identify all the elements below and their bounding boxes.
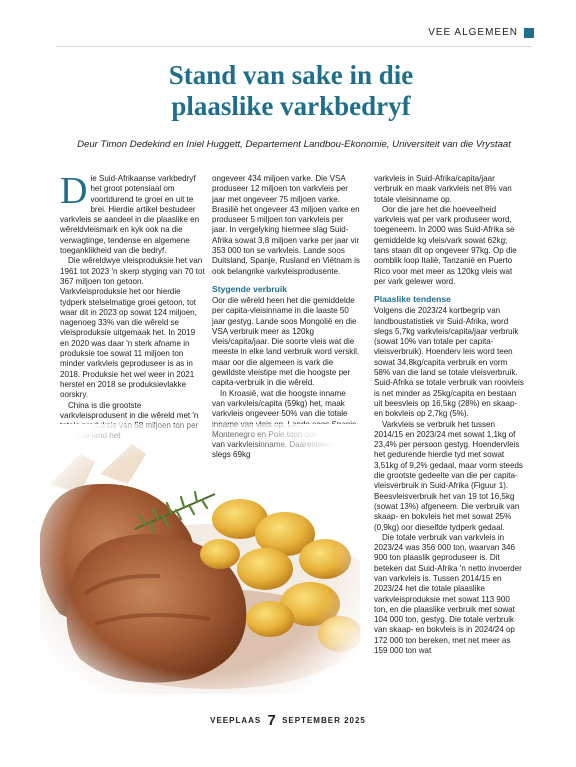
paragraph: varkvleis in Suid-Afrika/capita/jaar verbruik en maak varkvleis net 8% van totale vleisinname op. [374,174,512,204]
byline: Deur Timon Dedekind en Iniel Huggett, Departement Landbou-Ekonomie, Universiteit van die Vrystaat [77,139,511,150]
subheading-plaaslike-tendense: Plaaslike tendense [374,294,451,305]
issue-date: SEPTEMBER 2025 [282,716,366,725]
section-square-icon [524,28,534,38]
article-title [56,60,526,122]
paragraph-text: ie Suid-Afrikaanse varkbedryf het groot potensiaal om voortdurend te groei en uit te brei. Hierdie artikel bestudeer varkvleis se aandeel in die plaaslike en wêreldvleismark en kyk ook na die verwagtinge, tendense en algemene toeganklikheid van die bedryf. [60,174,200,256]
column-1 [60,170,206,442]
paragraph: Die totale verbruik van varkvleis in 2023/24 was 356 000 ton, waarvan 346 900 ton plaaslik geproduseer is. Dit beteken dat Suid-Afrika 'n netto invoerder van varkvleis is. Tussen 2014/15 en 2023/24 het die totale plaaslike varkvleisproduksie met sowat 113 900 ton, en die plaaslike verbruik met sowat 104 000 ton, gestyg. Die totale verbruik van skaap- en bokvleis is in 2024/24 op 172 000 ton bereken, met net meer as 159 000 ton wat [374,532,522,656]
drop-cap: D [60,170,88,212]
paragraph: ongeveer 434 miljoen varke. Die VSA produseer 12 miljoen ton varkvleis per jaar met ongeveer 75 miljoen varke. Brasilië het ongeveer 43 miljoen varke en produseer 5 miljoen ton varkvleis per jaar. In vergelyking hiermee slag Suid-Afrika sowat 3,8 miljoen varke per jaar vir 353 000 ton se varkvleis. Lande soos Duitsland, Spanje, Rusland en Viëtnam is ook belangrike varkvleisprodusente. [212,174,360,276]
title-line-2: plaaslike varkbedryf [171,91,411,121]
paragraph: Volgens die 2023/24 kortbegrip van landboustatistiek vir Suid-Afrika, word slegs 5,7kg varkvleis/capita/jaar verbruik (sowat 10% van totale per capita-vleisverbruik). Hoenderv leis word teen sowat 34,8kg/capita verbruik en vorm 58% van die land se totale vleisverbruik. Suid-Afrika se totale verbruik van rooivleis is net minder as 25kg/capita en bestaan uit beesvleis op 16,5kg (28%) en skaap- en bokvleis op 2,7kg (5%). [374,306,524,419]
section-name: VEE ALGEMEEN [428,27,518,38]
footer [0,712,576,729]
paragraph: In Kroasië, wat die hoogste inname van varkvleis/capita (59kg) het, maak varkvleis ongeveer 50% van die totale [212,388,348,419]
paragraph: Oor die wêreld heen het die gemiddelde per capita-vleisinname in die laaste 50 jaar gestyg. Lande soos Mongolië en die VSA verbruik meer as 120kg vleis/capita/jaar. Die soorte vleis wat die meeste in elke land verbruik word verskil, maar oor die algemeen is vark die gewildste vleistipe met die hoogste per capita-verbruik in die wêreld. [212,295,360,388]
header-rule [56,46,532,47]
page-number: 7 [267,712,276,729]
paragraph: Oor die jare het die hoeveelheid varkvleis wat per vark produseer word, toegeneem. In 2000 was Suid-Afrika se gemiddelde kg vleis/vark sowat 62kg; tans staan dit op ongeveer 97kg. Op die oomblik loop Italië, Tanzanië en Puerto Rico voor met meer as 120kg vleis wat per vark gelewer word. [374,204,517,286]
magazine-name: VEEPLAAS [210,716,262,725]
subheading-stygende-verbruik: Stygende verbruik [212,283,287,294]
column-3 [374,174,524,656]
section-label [428,27,534,38]
paragraph: China is die grootste varkvleisprodusent in die wêreld met 'n [60,400,199,420]
column-2 [212,174,360,461]
title-line-1: Stand van sake in die [168,60,414,90]
pork-chops-photo [40,424,360,694]
intro-paragraph [60,170,206,256]
paragraph: Varkvleis se verbruik het tussen 2014/15 en 2023/24 met sowat 1,1kg of 23,4% per persoon gestyg. Hoendervleis het gedurende hierdie tyd met sowat 3,51kg of 9,2% gedaal, maar vorm steeds die grootste gedeelte van die per capita-vleisverbruik in Suid-Afrika (Figuur 1). Beesvleisverbruik het van 19 tot 16,5kg (sowat 13%) afgeneem. Die verbruik van skaap- en bokvleis het met sowat 25% (0,9kg) oor dieselfde tydperk gedaal. [374,419,523,532]
paragraph: Die wêreldwye vleisproduksie het van 1961 tot 2023 'n skerp styging van 70 tot 367 miljoen ton getoon. Varkvleisproduksie het oor hierdie tydperk stelselmatige groei getoon, tot waar dit in 2023 op sowat 124 miljoen, nagenoeg 33% van die wêreld se vleisproduksie uitgemaak het. In 2019 en 2020 was daar 'n sterk afname in produksie toe sowat 11 miljoen ton minder varkvleis geproduseer is as in 2018. Produksie het wel weer in 2021 herstel en 2018 se produksievlakke oorskry. [60,256,205,400]
